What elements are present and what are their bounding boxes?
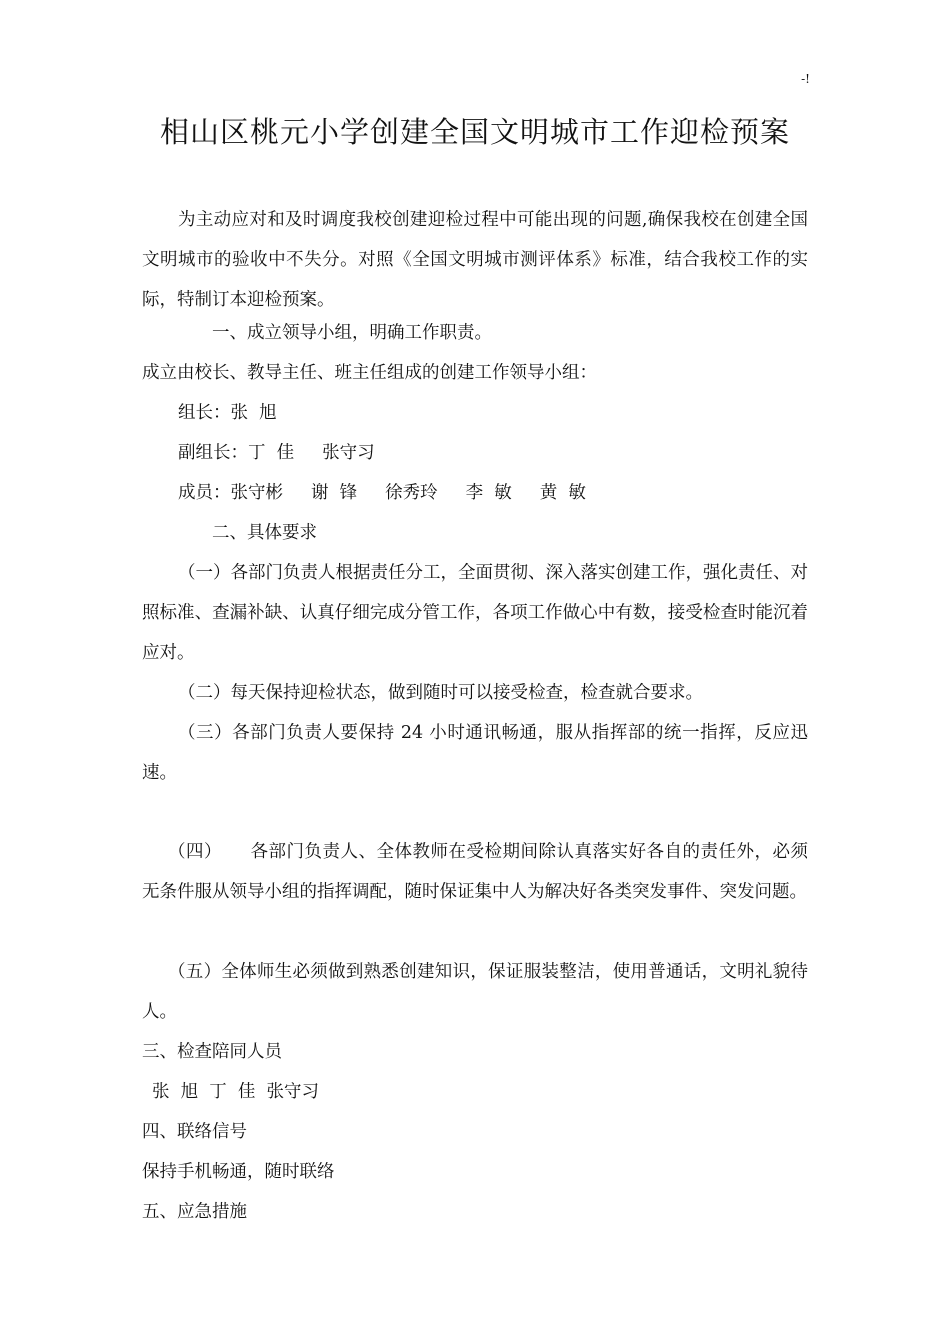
deputy-name: 张守习 bbox=[322, 443, 375, 463]
section1-heading: 一、成立领导小组，明确工作职责。 bbox=[212, 323, 492, 343]
member-name: 李 敏 bbox=[465, 483, 512, 503]
leader-line bbox=[142, 393, 808, 433]
member-name: 张守彬 bbox=[230, 483, 283, 503]
requirement-2: （二）每天保持迎检状态，做到随时可以接受检查，检查就合要求。 bbox=[178, 683, 703, 703]
requirement-4-label: （四） bbox=[168, 842, 222, 862]
requirement-4-text: 各部门负责人、全体教师在受检期间除认真落实好各自的责任外，必须无条件服从领导小组的指挥调配，随时保证集中人为解决好各类突发事件、突发问题。 bbox=[142, 842, 808, 902]
requirement-5: （五）全体师生必须做到熟悉创建知识，保证服装整洁，使用普通话，文明礼貌待人。 bbox=[142, 962, 808, 1022]
deputy-line bbox=[142, 433, 808, 473]
leader-label: 组长： bbox=[178, 403, 231, 423]
section3-heading: 三、检查陪同人员 bbox=[142, 1042, 282, 1062]
intro-paragraph: 为主动应对和及时调度我校创建迎检过程中可能出现的问题,确保我校在创建全国文明城市的验收中不失分。对照《全国文明城市测评体系》标准，结合我校工作的实际，特制订本迎检预案。 bbox=[142, 210, 808, 310]
members-label: 成员： bbox=[178, 483, 231, 503]
member-name: 谢 锋 bbox=[311, 483, 358, 503]
requirement-4 bbox=[142, 832, 808, 912]
section4-heading: 四、联络信号 bbox=[142, 1122, 247, 1142]
member-name: 黄 敏 bbox=[539, 483, 586, 503]
page-mark: -! bbox=[801, 72, 810, 86]
accompany-names: 张 旭 丁 佳 张守习 bbox=[152, 1082, 320, 1102]
section2-heading: 二、具体要求 bbox=[212, 523, 317, 543]
members-line bbox=[142, 473, 808, 513]
member-name: 徐秀玲 bbox=[385, 483, 438, 503]
leader-name: 张 旭 bbox=[230, 403, 277, 423]
document-title: 相山区桃元小学创建全国文明城市工作迎检预案 bbox=[159, 115, 790, 149]
requirement-3: （三）各部门负责人要保持 24 小时通讯畅通，服从指挥部的统一指挥，反应迅速。 bbox=[142, 723, 808, 783]
section1-description: 成立由校长、教导主任、班主任组成的创建工作领导小组： bbox=[142, 363, 597, 383]
requirement-1: （一）各部门负责人根据责任分工，全面贯彻、深入落实创建工作，强化责任、对照标准、查漏补缺、认真仔细完成分管工作，各项工作做心中有数，接受检查时能沉着应对。 bbox=[142, 563, 808, 663]
section5-heading: 五、应急措施 bbox=[142, 1202, 247, 1222]
section4-text: 保持手机畅通，随时联络 bbox=[142, 1162, 335, 1182]
deputy-name: 丁 佳 bbox=[248, 443, 295, 463]
deputy-label: 副组长： bbox=[178, 443, 248, 463]
